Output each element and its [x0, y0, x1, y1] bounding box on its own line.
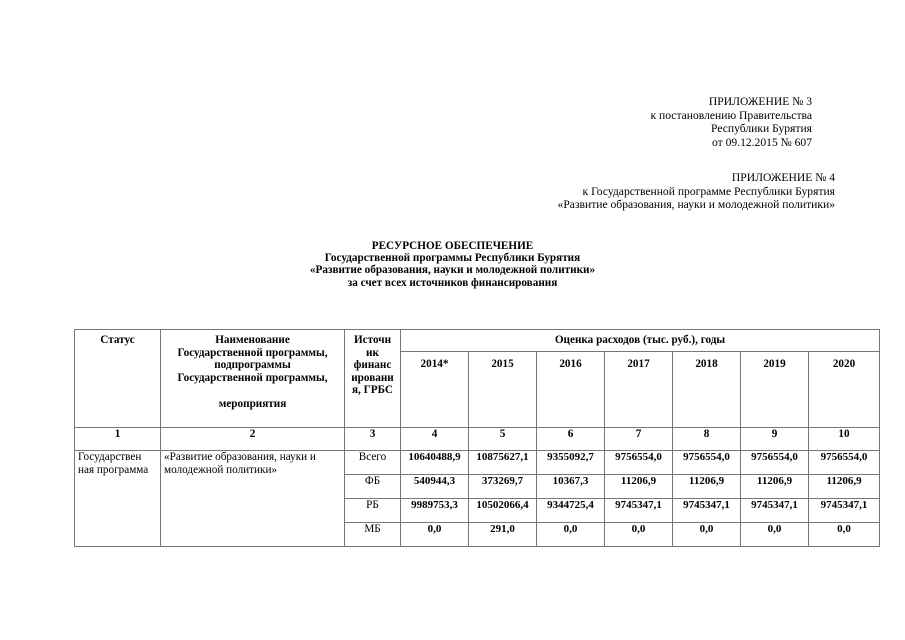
column-number: 3 — [345, 428, 401, 451]
row-program-name: «Развитие образования, науки и молодежной политики» — [161, 451, 345, 547]
column-number: 5 — [469, 428, 537, 451]
value-cell: 9745347,1 — [673, 499, 741, 523]
header-source: Источн ик финанс ировани я, ГРБС — [345, 330, 401, 428]
column-number: 9 — [741, 428, 809, 451]
header-year: 2018 — [673, 352, 741, 428]
value-cell: 9355092,7 — [537, 451, 605, 475]
value-cell: 11206,9 — [605, 475, 673, 499]
value-cell: 9756554,0 — [741, 451, 809, 475]
value-cell: 9989753,3 — [401, 499, 469, 523]
value-cell: 9745347,1 — [605, 499, 673, 523]
column-number: 10 — [809, 428, 880, 451]
header-year: 2014* — [401, 352, 469, 428]
value-cell: 10640488,9 — [401, 451, 469, 475]
header-name — [161, 330, 345, 428]
value-cell: 10875627,1 — [469, 451, 537, 475]
header-name-line: Государственной программы, — [177, 371, 328, 384]
header-name-line: мероприятия — [218, 398, 287, 410]
value-cell: 9756554,0 — [605, 451, 673, 475]
value-cell: 0,0 — [401, 523, 469, 547]
value-cell: 11206,9 — [673, 475, 741, 499]
value-cell: 10367,3 — [537, 475, 605, 499]
appendix-4-line: к Государственной программе Республики Бурятия — [582, 184, 835, 198]
value-cell: 9745347,1 — [809, 499, 880, 523]
column-number: 2 — [161, 428, 345, 451]
header-status: Статус — [75, 330, 161, 428]
header-name-line: Наименование — [215, 334, 290, 346]
column-number: 4 — [401, 428, 469, 451]
title-line: Государственной программы Республики Бурятия — [324, 252, 581, 265]
appendix-3-line: к постановлению Правительства — [650, 108, 812, 122]
row-status: Государствен ная программа — [75, 451, 161, 547]
value-cell: 11206,9 — [809, 475, 880, 499]
header-estimate: Оценка расходов (тыс. руб.), годы — [401, 330, 880, 352]
value-cell: 0,0 — [673, 523, 741, 547]
funding-source: МБ — [345, 523, 401, 547]
value-cell: 373269,7 — [469, 475, 537, 499]
header-year: 2017 — [605, 352, 673, 428]
column-number: 6 — [537, 428, 605, 451]
value-cell: 9344725,4 — [537, 499, 605, 523]
column-number: 7 — [605, 428, 673, 451]
appendix-4-line: «Развитие образования, науки и молодежной политики» — [557, 198, 835, 211]
funding-source: ФБ — [345, 475, 401, 499]
appendix-3-block — [650, 95, 812, 149]
value-cell: 0,0 — [809, 523, 880, 547]
column-number: 1 — [75, 428, 161, 451]
value-cell: 0,0 — [537, 523, 605, 547]
appendix-3-title: ПРИЛОЖЕНИЕ № 3 — [708, 95, 812, 108]
funding-source: РБ — [345, 499, 401, 523]
header-year: 2016 — [537, 352, 605, 428]
value-cell: 0,0 — [741, 523, 809, 547]
column-number: 8 — [673, 428, 741, 451]
title-line: «Развитие образования, науки и молодежной политики» — [309, 264, 596, 277]
header-name-line: Государственной программы, — [177, 346, 328, 359]
resource-table — [74, 329, 880, 547]
value-cell: 9756554,0 — [673, 451, 741, 475]
appendix-3-line: Республики Бурятия — [711, 122, 812, 135]
title-line: РЕСУРСНОЕ ОБЕСПЕЧЕНИЕ — [371, 240, 534, 252]
value-cell: 9745347,1 — [741, 499, 809, 523]
value-cell: 9756554,0 — [809, 451, 880, 475]
header-name-line: подпрограммы — [214, 359, 291, 371]
document-title — [0, 240, 905, 289]
title-line: за счет всех источников финансирования — [347, 276, 558, 289]
appendix-4-block — [558, 171, 835, 212]
appendix-3-date: от 09.12.2015 № 607 — [711, 135, 812, 149]
value-cell: 291,0 — [469, 523, 537, 547]
header-year: 2020 — [809, 352, 880, 428]
funding-source: Всего — [345, 451, 401, 475]
value-cell: 11206,9 — [741, 475, 809, 499]
value-cell: 10502066,4 — [469, 499, 537, 523]
value-cell: 540944,3 — [401, 475, 469, 499]
value-cell: 0,0 — [605, 523, 673, 547]
header-year: 2019 — [741, 352, 809, 428]
appendix-4-title: ПРИЛОЖЕНИЕ № 4 — [731, 171, 835, 184]
header-year: 2015 — [469, 352, 537, 428]
